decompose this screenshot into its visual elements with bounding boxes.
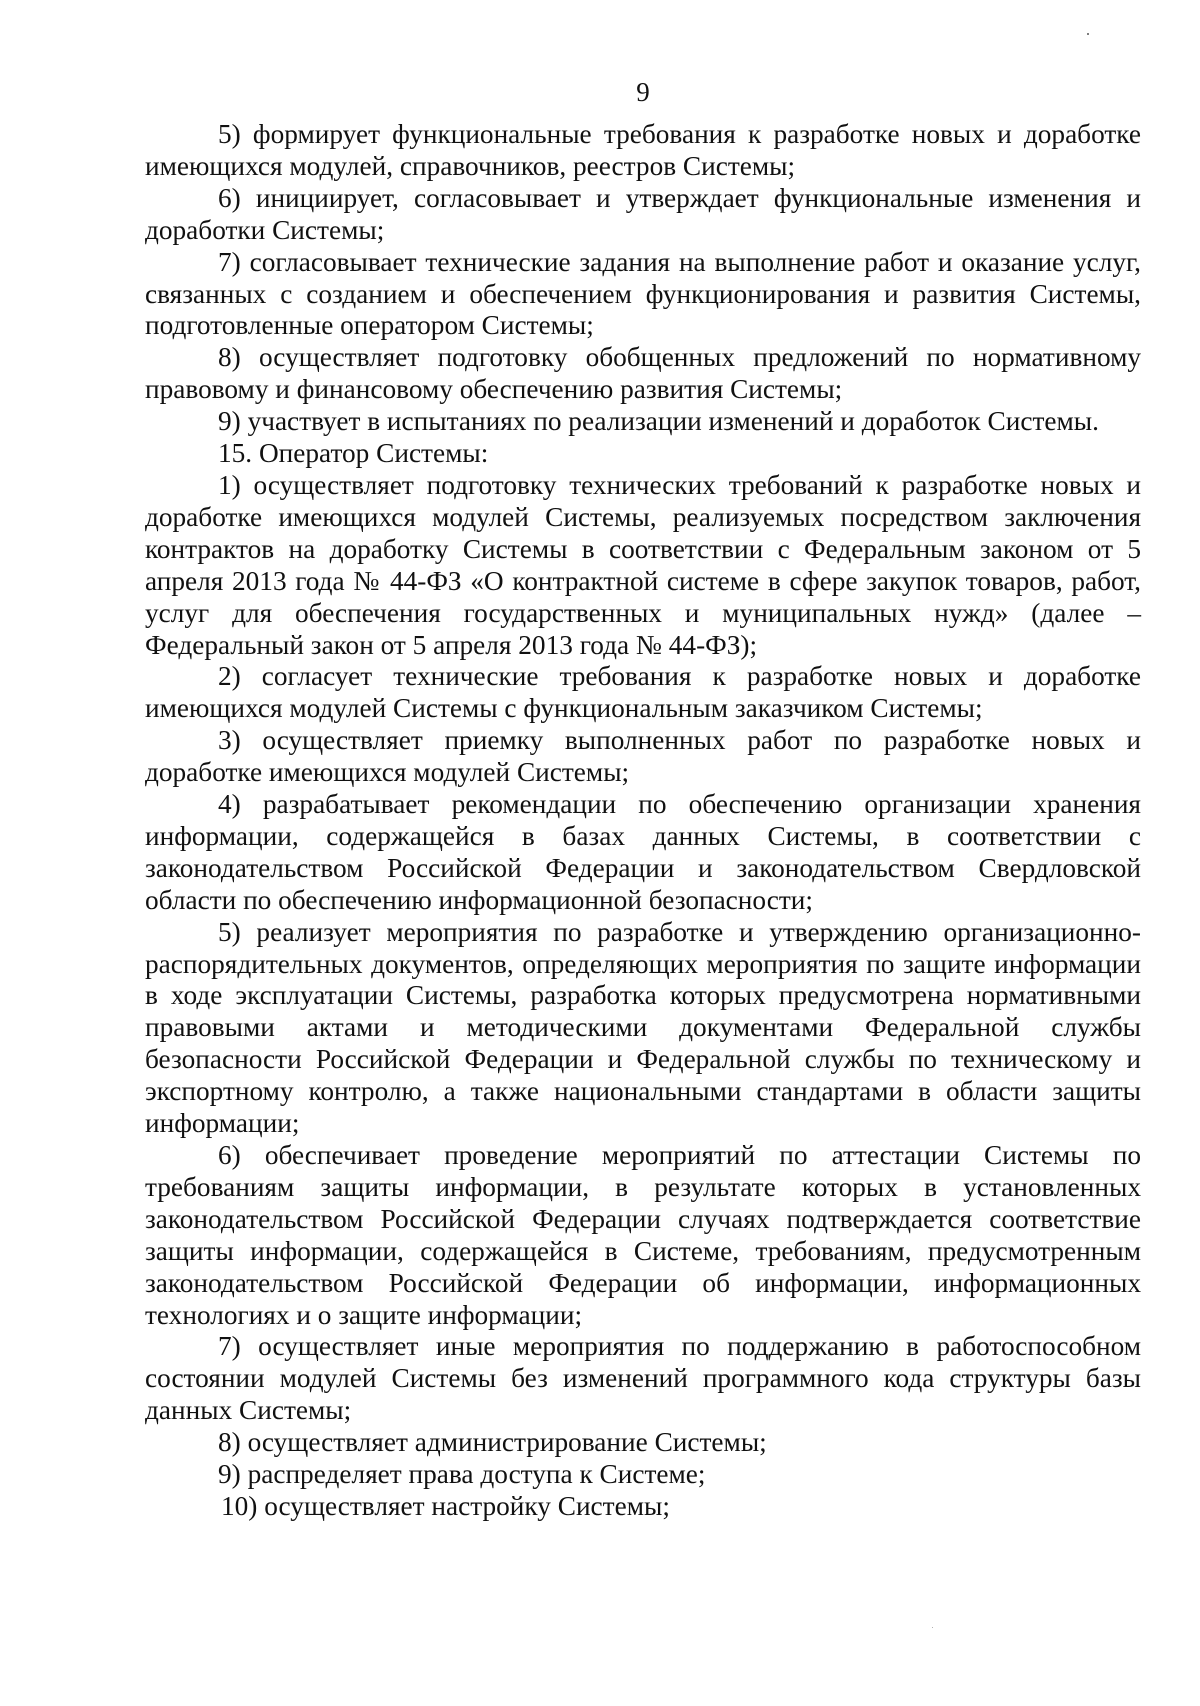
paragraph-item-9-testing: 9) участвует в испытаниях по реализации изменений и доработок Системы. [218,406,1099,437]
paragraph-operator-item-8: 8) осуществляет администрирование Системы; [218,1427,767,1458]
section-heading-15-operator: 15. Оператор Системы: [218,438,489,469]
paragraph-item-6-initiates-changes: 6) инициирует, согласовывает и утверждает функциональные изменения и доработки Системы; [145,182,1141,245]
paragraph-operator-item-4: 4) разрабатывает рекомендации по обеспечению организации хранения информации, содержащейся в базах данных Системы, в соответствии с законодательством Российской Федерации и законодательством Свердловской области по обеспечению информационной безопасности; [145,789,1141,915]
page-number: 9 [636,77,650,107]
paragraph-operator-item-10: 10) осуществляет настройку Системы; [221,1490,670,1521]
paragraph-operator-item-9: 9) распределяет права доступа к Системе; [218,1459,706,1490]
paragraph-operator-item-2: 2) согласует технические требования к разработке новых и доработке имеющихся модулей Системы с функциональным заказчиком Системы; [145,661,1141,724]
paragraph-item-7-approves-specs: 7) согласовывает технические задания на выполнение работ и оказание услуг, связанных с созданием и обеспечением функционирования и развития Системы, подготовленные оператором Системы; [145,246,1141,341]
paragraph-operator-item-3: 3) осуществляет приемку выполненных работ по разработке новых и доработке имеющихся модулей Системы; [145,725,1141,788]
scan-speck [932,1627,933,1628]
paragraph-operator-item-1: 1) осуществляет подготовку технических требований к разработке новых и доработке имеющихся модулей Системы, реализуемых посредством заключения контрактов на доработку Системы в соответствии с Федеральным законом от 5 апреля 2013 года № 44-ФЗ «О контрактной системе в сфере закупок товаров, работ, услуг для обеспечения государственных и муниципальных нужд» (далее – Федеральный закон от 5 апреля 2013 года № 44-ФЗ); [145,469,1141,660]
paragraph-operator-item-5: 5) реализует мероприятия по разработке и утверждению организационно-распорядительных документов, определяющих мероприятия по защите информации в ходе эксплуатации Системы, разработка которых предусмотрена нормативными правовыми актами и методическими документами Федеральной службы безопасности Российской Федерации и Федеральной службы по техническому и экспортному контролю, а также национальными стандартами в области защиты информации; [145,916,1141,1139]
document-body [145,119,1141,1523]
paragraph-operator-item-7: 7) осуществляет иные мероприятия по поддержанию в работоспособном состоянии модулей Системы без изменений программного кода структуры базы данных Системы; [145,1331,1141,1426]
scan-speck [1087,33,1089,35]
paragraph-item-8-proposals: 8) осуществляет подготовку обобщенных предложений по нормативному правовому и финансовому обеспечению развития Системы; [145,342,1141,405]
paragraph-item-5-functional-requirements: 5) формирует функциональные требования к разработке новых и доработке имеющихся модулей, справочников, реестров Системы; [145,119,1141,181]
paragraph-operator-item-6: 6) обеспечивает проведение мероприятий по аттестации Системы по требованиям защиты информации, в результате которых в установленных законодательством Российской Федерации случаях подтверждается соответствие защиты информации, содержащейся в Системе, требованиям, предусмотренным законодательством Российской Федерации об информации, информационных технологиях и о защите информации; [145,1140,1141,1330]
